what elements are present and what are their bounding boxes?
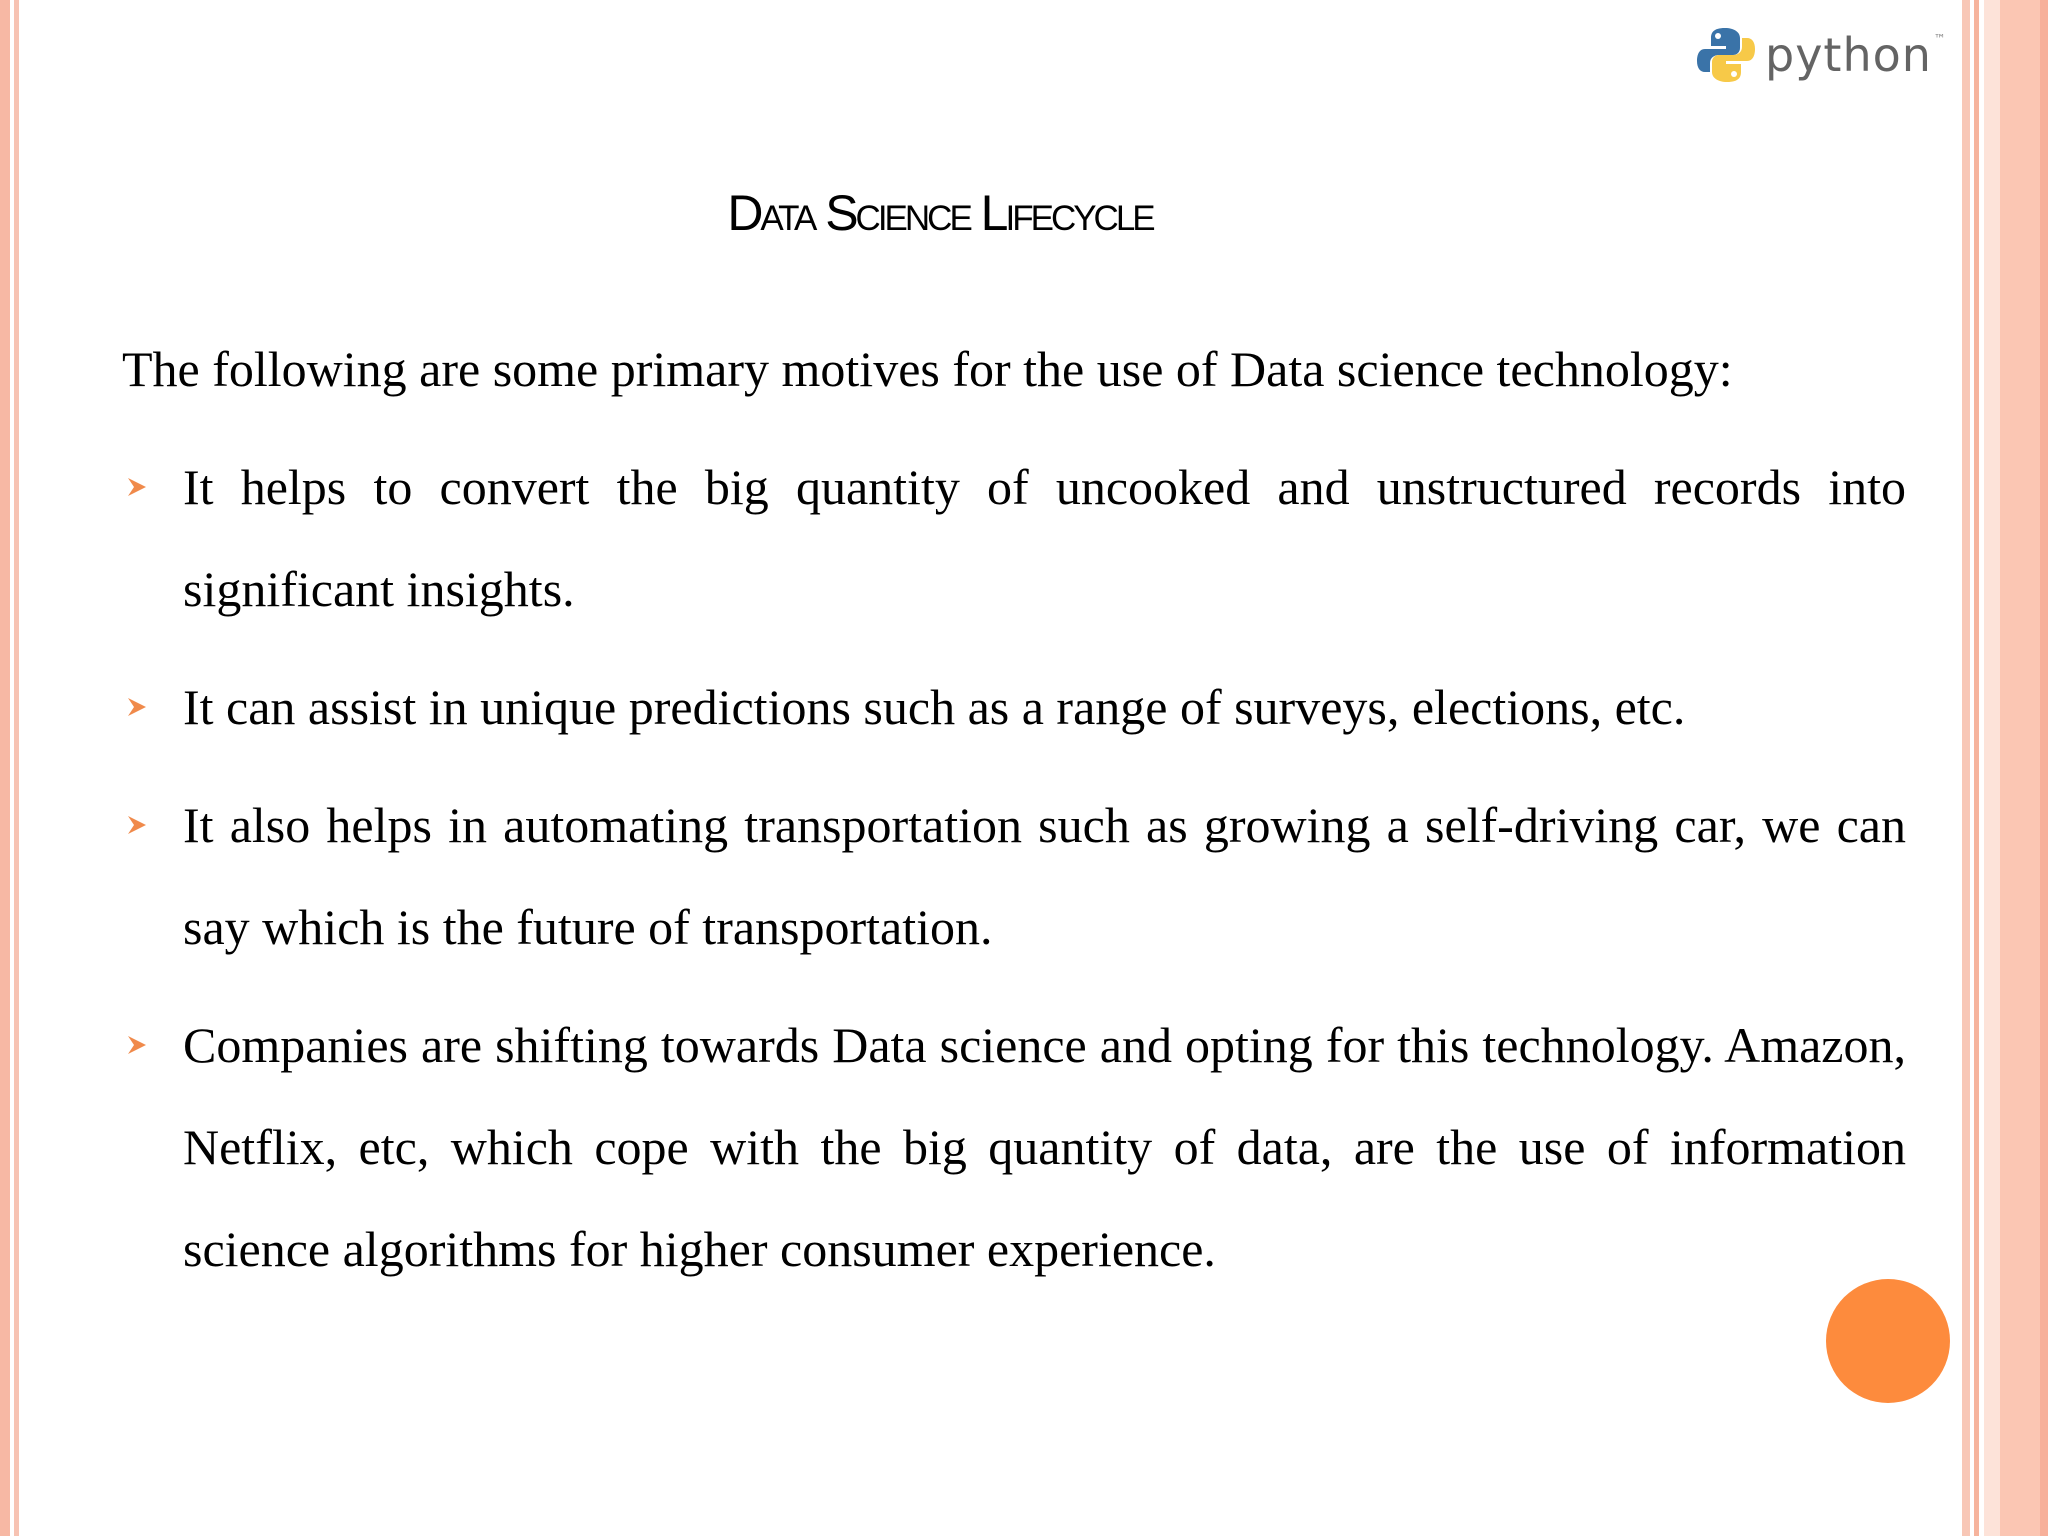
slide-title: Data Science Lifecycle — [727, 185, 1153, 241]
list-item — [122, 994, 1906, 1300]
bullet-text: It can assist in unique predictions such as a range of surveys, elections, etc. — [183, 679, 1686, 735]
list-item — [122, 436, 1906, 640]
bullet-text: It helps to convert the big quantity of uncooked and unstructured records into significant insights. — [183, 459, 1906, 617]
python-logo-icon — [1695, 24, 1757, 86]
arrow-bullet-icon — [124, 694, 150, 720]
arrow-bullet-icon — [124, 812, 150, 838]
bullet-text: Companies are shifting towards Data science and opting for this technology. Amazon, Netflix, etc, which cope with the big quantity of data, are the use of information science algorithms for higher consumer experience. — [183, 1017, 1906, 1277]
right-border-stripe-2 — [1974, 0, 1979, 1536]
orange-circle-marker — [1826, 1279, 1950, 1403]
arrow-bullet-icon — [124, 1032, 150, 1058]
trademark-symbol: ™ — [1933, 32, 1946, 46]
right-border-stripe-5 — [2040, 0, 2048, 1536]
bullet-list — [122, 436, 1906, 1300]
arrow-bullet-icon — [124, 474, 150, 500]
list-item — [122, 656, 1906, 758]
right-border-stripe-3 — [1984, 0, 2000, 1536]
python-wordmark: python — [1765, 28, 1932, 82]
python-logo — [1695, 18, 1946, 92]
slide-content — [122, 318, 1906, 1316]
list-item — [122, 774, 1906, 978]
right-border-stripe-1 — [1962, 0, 1970, 1536]
intro-paragraph: The following are some primary motives for the use of Data science technology: — [122, 341, 1733, 397]
bullet-text: It also helps in automating transportation such as growing a self-driving car, we can say which is the future of transportation. — [183, 797, 1906, 955]
